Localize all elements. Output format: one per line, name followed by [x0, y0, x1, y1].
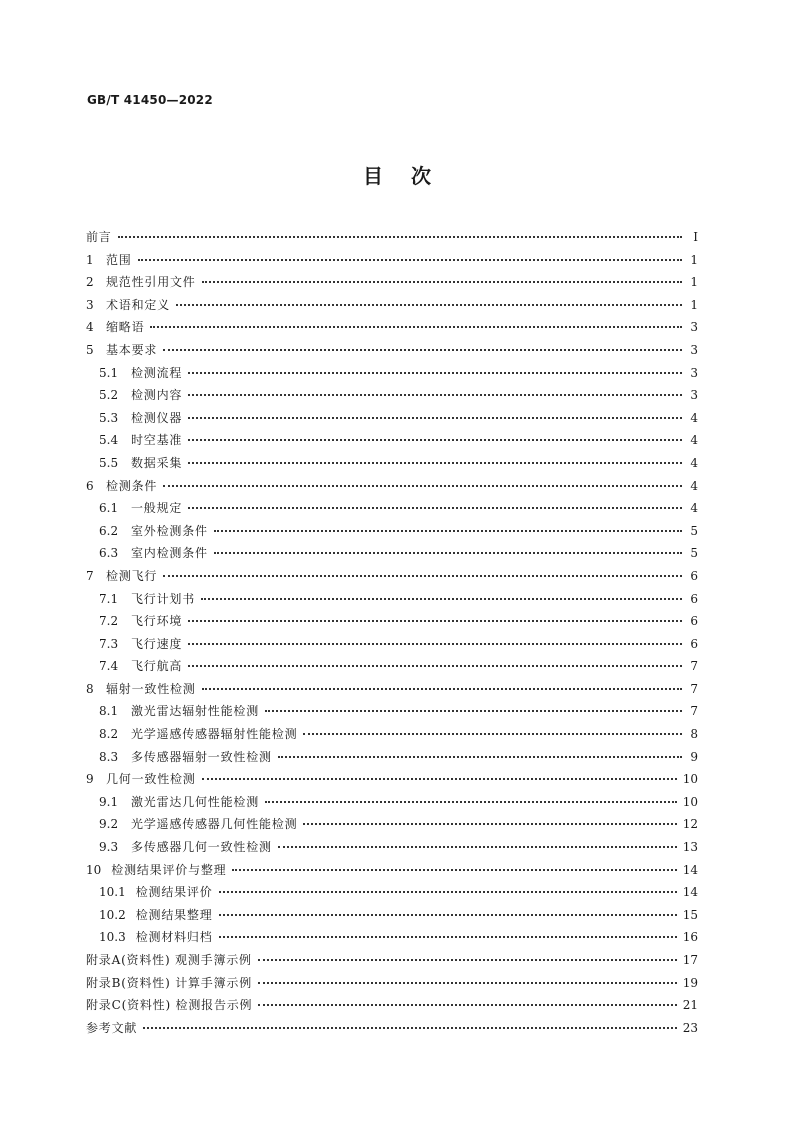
toc-entry-page: 14	[682, 862, 698, 877]
toc-entry-page: Ⅰ	[693, 230, 698, 244]
toc-entry[interactable]	[86, 407, 698, 430]
toc-entry-number: 6	[86, 478, 94, 493]
toc-entry-label: 飞行航高	[131, 659, 183, 674]
toc-entry-page: 15	[682, 907, 698, 922]
toc-entry[interactable]	[86, 655, 698, 678]
toc-entry-label: 飞行环境	[131, 614, 183, 629]
toc-entry[interactable]	[86, 746, 698, 769]
dot-leader	[303, 733, 682, 735]
dot-leader	[214, 552, 682, 554]
toc-entry-label: 检测内容	[131, 388, 183, 403]
dot-leader	[265, 710, 682, 712]
toc-entry-page: 14	[682, 885, 698, 900]
toc-entry-page: 9	[690, 749, 698, 764]
dot-leader	[118, 236, 682, 238]
dot-leader	[163, 349, 682, 351]
toc-entry[interactable]	[86, 610, 698, 633]
dot-leader	[214, 530, 682, 532]
dot-leader	[163, 575, 682, 577]
toc-entry-label: 附录C(资料性) 检测报告示例	[86, 998, 253, 1013]
dot-leader	[258, 959, 677, 961]
toc-entry[interactable]	[86, 362, 698, 385]
toc-entry-label: 缩略语	[106, 320, 145, 335]
toc-entry-label: 检测仪器	[131, 410, 183, 425]
toc-entry-page: 7	[690, 704, 698, 719]
toc-entry[interactable]	[86, 633, 698, 656]
toc-entry-page: 16	[682, 930, 698, 945]
toc-entry-number: 7.3	[99, 636, 119, 651]
toc-entry-page: 7	[690, 659, 698, 674]
toc-entry-number: 9.2	[99, 817, 119, 832]
toc-entry-number: 3	[86, 297, 94, 312]
toc-entry-label: 光学遥感传感器辐射性能检测	[131, 727, 298, 742]
dot-leader	[188, 620, 682, 622]
toc-entry-page: 4	[690, 455, 698, 470]
toc-entry-number: 5.1	[99, 365, 119, 380]
toc-entry-page: 21	[682, 998, 698, 1013]
toc-entry-label: 附录B(资料性) 计算手簿示例	[86, 975, 252, 990]
toc-entry-label: 多传感器辐射一致性检测	[131, 749, 272, 764]
toc-entry-page: 7	[690, 681, 698, 696]
toc-entry-label: 范围	[106, 252, 132, 267]
toc-entry-page: 4	[690, 433, 698, 448]
dot-leader	[188, 643, 682, 645]
toc-entry[interactable]	[86, 565, 698, 588]
toc-entry-label: 检测结果评价	[135, 885, 213, 900]
toc-entry[interactable]	[86, 452, 698, 475]
toc-entry-label: 检测材料归档	[135, 930, 213, 945]
toc-entry-page: 1	[690, 297, 698, 312]
toc-entry-label: 检测条件	[106, 478, 158, 493]
dot-leader	[219, 936, 677, 938]
toc-entry-label: 激光雷达几何性能检测	[131, 794, 260, 809]
toc-entry-label: 时空基准	[131, 433, 183, 448]
dot-leader	[219, 891, 677, 893]
toc-entry-label: 术语和定义	[106, 297, 171, 312]
dot-leader	[143, 1027, 677, 1029]
toc-entry[interactable]	[86, 384, 698, 407]
toc-entry-page: 3	[690, 365, 698, 380]
toc-entry-page: 1	[690, 252, 698, 267]
dot-leader	[201, 598, 682, 600]
toc-entry-number: 8.1	[99, 704, 119, 719]
toc-entry-page: 6	[690, 591, 698, 606]
toc-entry-label: 飞行计划书	[131, 591, 196, 606]
dot-leader	[303, 823, 676, 825]
toc-entry-label: 数据采集	[131, 455, 183, 470]
toc-entry-number: 9	[86, 772, 94, 787]
toc-entry-page: 4	[690, 410, 698, 425]
toc-entry[interactable]	[86, 994, 698, 1017]
toc-entry-number: 5.3	[99, 410, 119, 425]
toc-entry-number: 4	[86, 320, 94, 335]
toc-entry-page: 5	[690, 546, 698, 561]
standard-code: GB/T 41450—2022	[87, 93, 213, 107]
dot-leader	[188, 417, 682, 419]
toc-entry[interactable]	[86, 768, 698, 791]
toc-entry-page: 12	[682, 817, 698, 832]
dot-leader	[278, 846, 677, 848]
toc-entry-page: 19	[682, 975, 698, 990]
dot-leader	[278, 756, 682, 758]
dot-leader	[188, 665, 682, 667]
toc-entry-label: 辐射一致性检测	[106, 681, 196, 696]
toc-entry-label: 一般规定	[131, 501, 183, 516]
toc-entry-page: 10	[682, 772, 698, 787]
toc-entry-page: 1	[690, 275, 698, 290]
toc-entry[interactable]	[86, 813, 698, 836]
toc-entry[interactable]	[86, 271, 698, 294]
dot-leader	[219, 914, 677, 916]
toc-entry-label: 检测结果评价与整理	[111, 862, 227, 877]
toc-entry[interactable]	[86, 497, 698, 520]
toc-entry[interactable]	[86, 1017, 698, 1040]
toc-entry-number: 7.2	[99, 614, 119, 629]
dot-leader	[188, 462, 682, 464]
toc-entry[interactable]	[86, 791, 698, 814]
toc-entry[interactable]	[86, 226, 698, 249]
dot-leader	[232, 869, 676, 871]
dot-leader	[138, 259, 682, 261]
dot-leader	[202, 778, 677, 780]
toc-entry[interactable]	[86, 881, 698, 904]
toc-entry-page: 17	[682, 953, 698, 967]
toc-entry-number: 8	[86, 681, 94, 696]
toc-entry[interactable]	[86, 475, 698, 498]
dot-leader	[258, 1004, 676, 1006]
toc-entry-number: 1	[86, 252, 94, 267]
toc-entry-number: 8.3	[99, 749, 119, 764]
dot-leader	[202, 688, 682, 690]
toc-entry-label: 激光雷达辐射性能检测	[131, 704, 260, 719]
table-of-contents	[86, 226, 698, 1039]
toc-entry-label: 检测结果整理	[135, 907, 213, 922]
dot-leader	[258, 982, 677, 984]
dot-leader	[188, 507, 682, 509]
toc-entry-label: 附录A(资料性) 观测手簿示例	[86, 953, 252, 967]
toc-entry-label: 多传感器几何一致性检测	[131, 840, 272, 855]
toc-entry-label: 规范性引用文件	[106, 275, 196, 290]
toc-entry[interactable]	[86, 678, 698, 701]
dot-leader	[188, 372, 682, 374]
toc-entry[interactable]	[86, 700, 698, 723]
toc-entry-number: 7	[86, 568, 94, 583]
toc-entry-number: 5.5	[99, 455, 119, 470]
toc-entry-number: 6.3	[99, 546, 119, 561]
toc-entry[interactable]	[86, 294, 698, 317]
toc-entry[interactable]	[86, 972, 698, 995]
toc-entry-number: 9.1	[99, 794, 119, 809]
toc-entry-number: 5	[86, 342, 94, 357]
dot-leader	[150, 326, 682, 328]
toc-entry[interactable]	[86, 723, 698, 746]
toc-entry-label: 飞行速度	[131, 636, 183, 651]
toc-entry[interactable]	[86, 949, 698, 972]
page-title: 目次	[363, 164, 459, 188]
toc-entry[interactable]	[86, 588, 698, 611]
toc-entry-page: 10	[682, 794, 698, 809]
toc-entry[interactable]	[86, 926, 698, 949]
toc-entry-page: 8	[690, 727, 698, 742]
toc-entry-number: 10	[86, 862, 102, 877]
toc-entry[interactable]	[86, 316, 698, 339]
toc-entry-label: 基本要求	[106, 342, 158, 357]
dot-leader	[188, 439, 682, 441]
toc-entry[interactable]	[86, 904, 698, 927]
toc-entry-label: 检测飞行	[106, 568, 158, 583]
toc-entry[interactable]	[86, 836, 698, 859]
toc-entry[interactable]	[86, 859, 698, 882]
toc-entry-number: 10.1	[99, 885, 126, 900]
toc-entry-page: 4	[690, 501, 698, 516]
toc-entry-label: 检测流程	[131, 365, 183, 380]
toc-entry-number: 6.1	[99, 501, 119, 516]
toc-entry-label: 几何一致性检测	[106, 772, 196, 787]
toc-entry-number: 5.2	[99, 388, 119, 403]
toc-entry-number: 2	[86, 275, 94, 290]
toc-entry-page: 4	[690, 478, 698, 493]
toc-entry-page: 6	[690, 614, 698, 629]
toc-entry-page: 13	[682, 840, 698, 855]
toc-entry-number: 9.3	[99, 840, 119, 855]
dot-leader	[163, 485, 682, 487]
toc-entry-label: 参考文献	[86, 1020, 138, 1035]
toc-entry[interactable]	[86, 542, 698, 565]
toc-entry-label: 光学遥感传感器几何性能检测	[131, 817, 298, 832]
toc-entry-page: 6	[690, 568, 698, 583]
dot-leader	[202, 281, 682, 283]
toc-entry[interactable]	[86, 249, 698, 272]
toc-entry-number: 8.2	[99, 727, 119, 742]
toc-entry[interactable]	[86, 339, 698, 362]
toc-entry-page: 3	[690, 320, 698, 335]
toc-entry-number: 10.2	[99, 907, 126, 922]
toc-entry-number: 10.3	[99, 930, 126, 945]
toc-entry-label: 前言	[86, 230, 112, 244]
toc-entry-number: 6.2	[99, 523, 119, 538]
toc-entry-page: 23	[682, 1020, 698, 1035]
toc-entry-label: 室内检测条件	[131, 546, 208, 561]
toc-entry-page: 3	[690, 342, 698, 357]
toc-entry-label: 室外检测条件	[131, 523, 208, 538]
toc-entry-page: 6	[690, 636, 698, 651]
toc-entry-page: 5	[690, 523, 698, 538]
toc-entry-number: 5.4	[99, 433, 119, 448]
dot-leader	[176, 304, 682, 306]
dot-leader	[265, 801, 677, 803]
toc-entry[interactable]	[86, 429, 698, 452]
toc-entry[interactable]	[86, 520, 698, 543]
toc-entry-number: 7.1	[99, 591, 119, 606]
dot-leader	[188, 394, 682, 396]
toc-entry-number: 7.4	[99, 659, 119, 674]
toc-entry-page: 3	[690, 388, 698, 403]
